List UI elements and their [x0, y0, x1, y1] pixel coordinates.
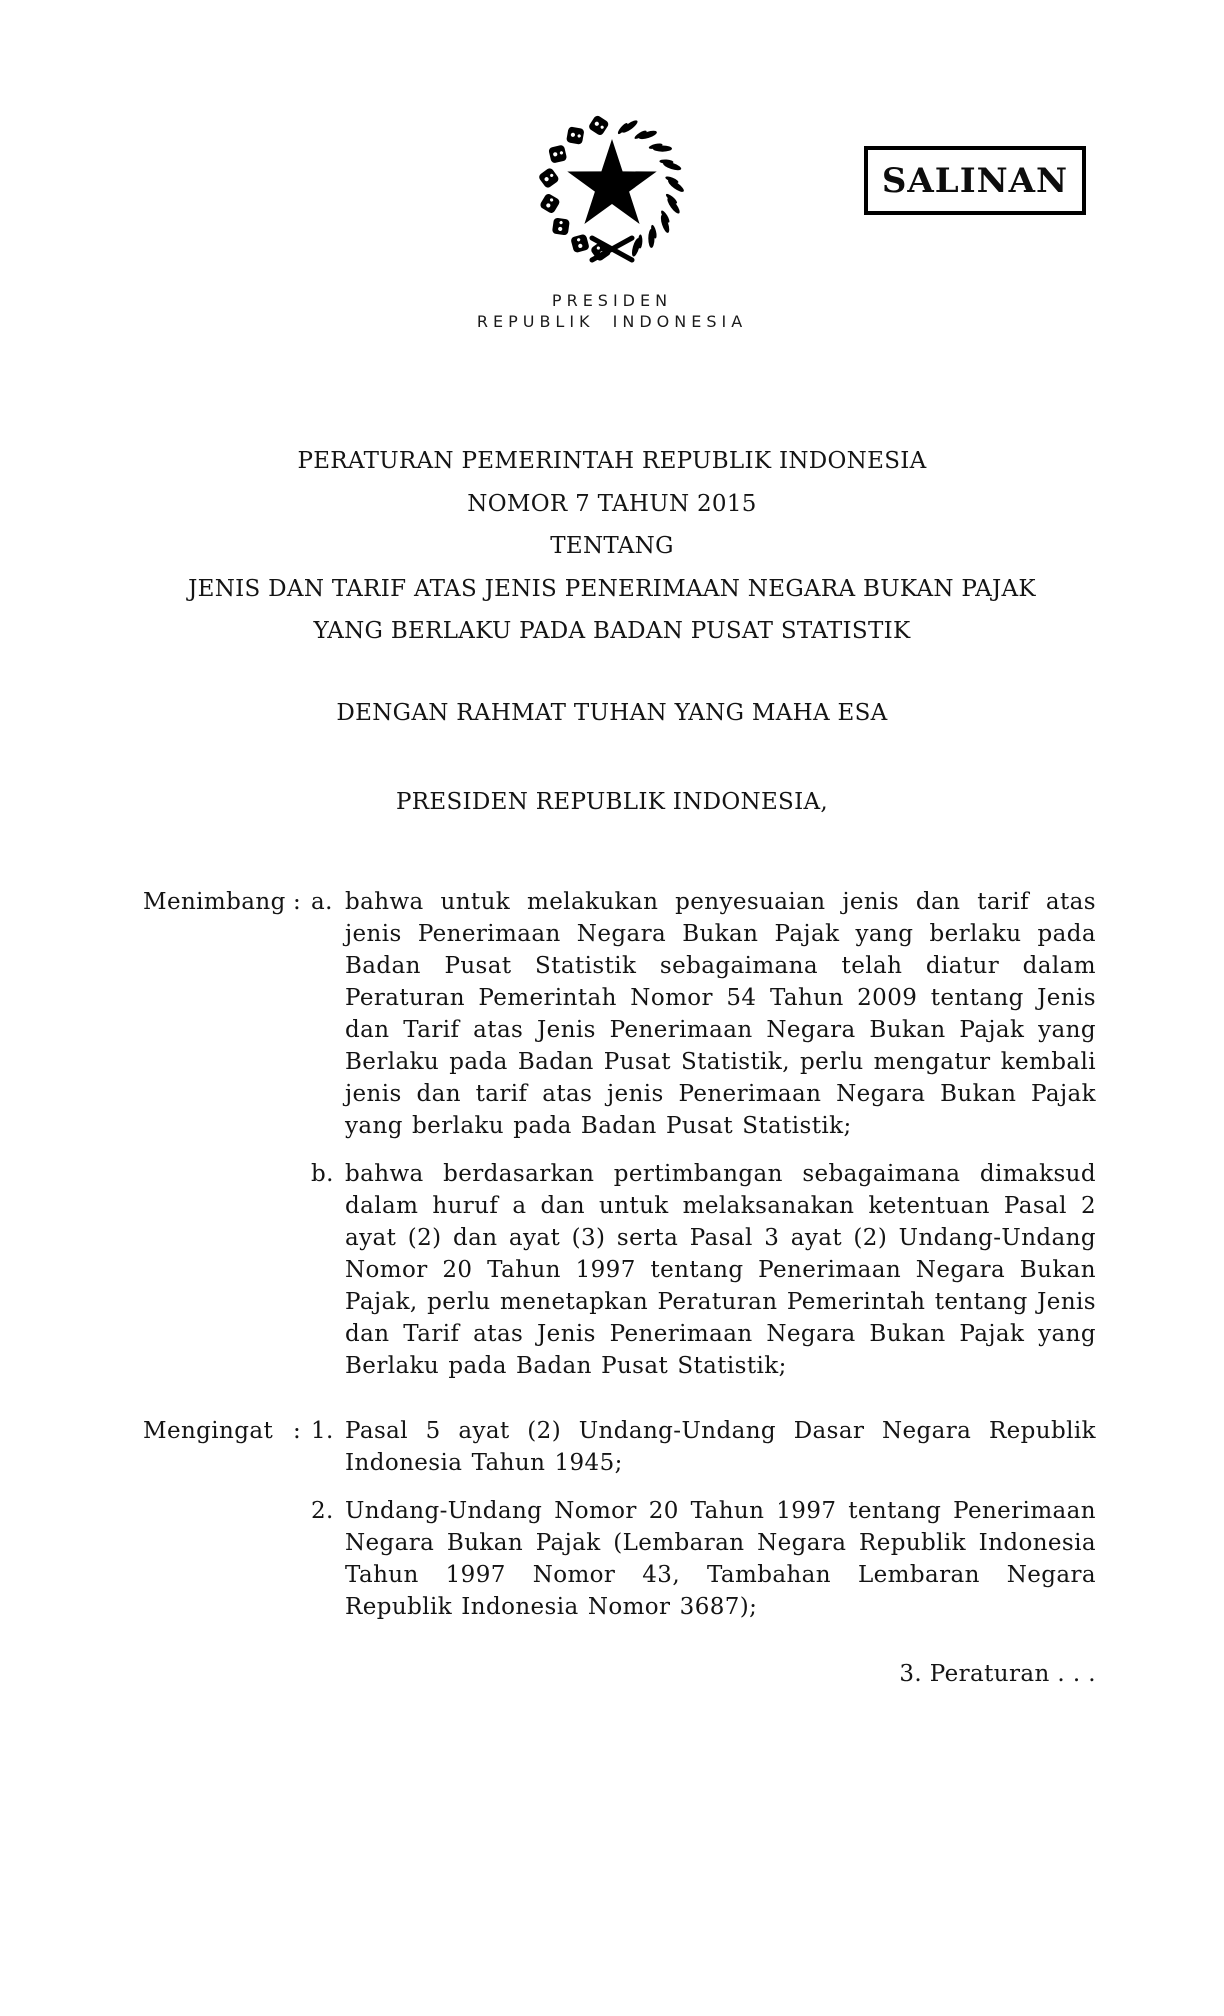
item-marker: 2. [311, 1498, 334, 1524]
title-line-1: PERATURAN PEMERINTAH REPUBLIK INDONESIA [297, 448, 927, 474]
letterhead-presiden: PRESIDEN [551, 291, 673, 310]
considering-colon: : [293, 889, 301, 915]
page-catchword: 3. Peraturan . . . [899, 1661, 1096, 1687]
item-text: Undang-Undang Nomor 20 Tahun 1997 tentang Penerimaan Negara Bukan Pajak (Lembaran Negara Republik Indonesia Tahun 1997 Nomor 43, Tambahan Lembaran Negara Republik Indonesia Nomor 3687); [345, 1498, 1096, 1620]
considering-label: Menimbang [143, 889, 286, 915]
presidential-emblem-icon [532, 110, 692, 270]
item-marker: b. [311, 1161, 334, 1187]
title-line-4: JENIS DAN TARIF ATAS JENIS PENERIMAAN NEGARA BUKAN PAJAK [188, 575, 1036, 602]
recalling-section [143, 1415, 1096, 1623]
enacting-authority-line: PRESIDEN REPUBLIK INDONESIA, [396, 789, 828, 815]
item-text: bahwa berdasarkan pertimbangan sebagaimana dimaksud dalam huruf a dan untuk melaksanakan ketentuan Pasal 2 ayat (2) dan ayat (3) serta Pasal 3 ayat (2) Undang-Undang Nomor 20 Tahun 1997 tentang Penerimaan Negara Bukan Pajak, perlu menetapkan Peraturan Pemerintah tentang Jenis dan Tarif atas Jenis Penerimaan Negara Bukan Pajak yang Berlaku pada Badan Pusat Statistik; [345, 1161, 1096, 1379]
recalling-label: Mengingat [143, 1418, 274, 1444]
letterhead [0, 290, 1224, 332]
salinan-stamp-label: SALINAN [881, 160, 1069, 201]
considering-item-b [143, 1158, 1096, 1382]
letterhead-republik-indonesia: REPUBLIK INDONESIA [476, 312, 748, 331]
item-text: Pasal 5 ayat (2) Undang-Undang Dasar Negara Republik Indonesia Tahun 1945; [345, 1418, 1096, 1476]
title-line-2: NOMOR 7 TAHUN 2015 [467, 490, 757, 517]
item-marker: 1. [311, 1418, 334, 1444]
considering-section [143, 886, 1096, 1382]
title-line-5: YANG BERLAKU PADA BADAN PUSAT STATISTIK [313, 618, 911, 644]
regulation-title [0, 440, 1224, 653]
recalling-item-1 [143, 1415, 1096, 1479]
recalling-colon: : [293, 1418, 301, 1444]
invocation-line: DENGAN RAHMAT TUHAN YANG MAHA ESA [336, 700, 888, 726]
salinan-stamp-box [864, 146, 1086, 215]
item-marker: a. [311, 889, 333, 915]
title-line-3: TENTANG [550, 533, 674, 559]
item-text: bahwa untuk melakukan penyesuaian jenis dan tarif atas jenis Penerimaan Negara Bukan Pajak yang berlaku pada Badan Pusat Statistik sebagaimana telah diatur dalam Peraturan Pemerintah Nomor 54 Tahun 2009 tentang Jenis dan Tarif atas Jenis Penerimaan Negara Bukan Pajak yang Berlaku pada Badan Pusat Statistik, perlu mengatur kembali jenis dan tarif atas jenis Penerimaan Negara Bukan Pajak yang berlaku pada Badan Pusat Statistik; [345, 889, 1096, 1139]
considering-item-a [143, 886, 1096, 1142]
recalling-item-2 [143, 1495, 1096, 1623]
